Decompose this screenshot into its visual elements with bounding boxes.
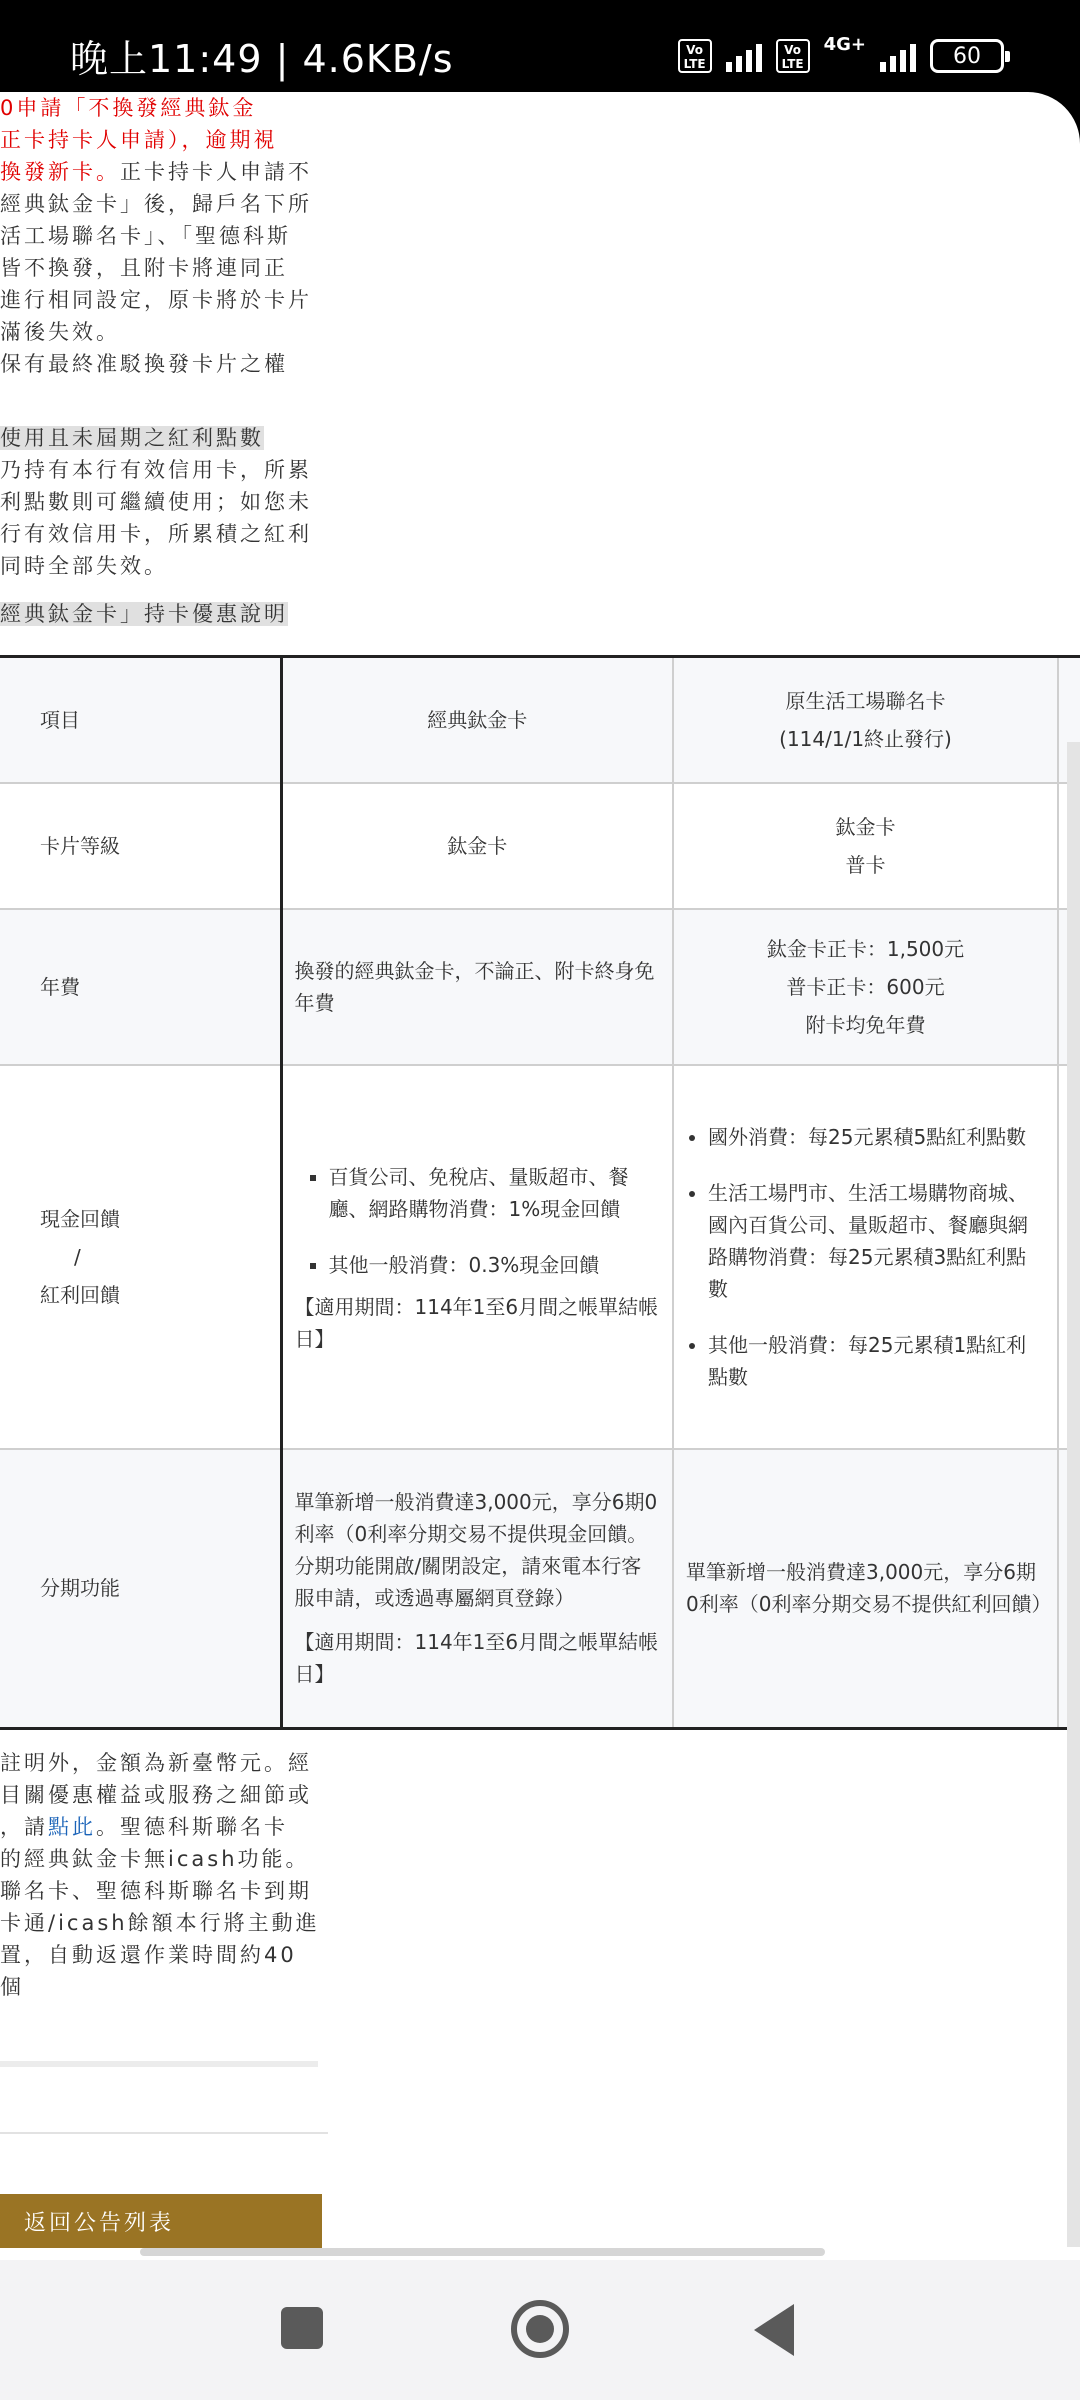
volte-icon: Vo LTE: [678, 39, 712, 73]
intro-line: 進行相同設定，原卡將於卡片: [0, 288, 312, 312]
divider: [0, 2132, 328, 2134]
list-item: • 其他一般消費：每25元累積1點紅利點數: [708, 1329, 1045, 1393]
table-cell: 單筆新增一般消費達3,000元，享分6期0利率（0利率分期交易不提供紅利回饋）: [673, 1449, 1058, 1729]
footer-line: 聯名卡、聖德科斯聯名卡到期: [0, 1879, 312, 1903]
table-cell: 鈦金卡: [281, 783, 673, 909]
table-cell-text: (114/1/1終止發行): [779, 726, 952, 751]
table-row: [0, 909, 1080, 1065]
table-cell-text: 鈦金卡正卡：1,500元: [766, 936, 965, 961]
table-cell-text: /: [74, 1244, 81, 1269]
footer-line: ，請: [0, 1815, 48, 1839]
status-bar: [0, 0, 1080, 92]
battery-icon: [930, 39, 1004, 73]
intro-line: 換發新卡。: [0, 160, 120, 184]
table-cell-text: 普卡: [845, 852, 886, 877]
table-cell-text: 單筆新增一般消費達3,000元，享分6期0利率（0利率分期交易不提供現金回饋。分期功能開啟/關閉設定，請來電本行客服申請，或透過專屬網頁登錄）: [294, 1490, 658, 1611]
intro-line: 活工場聯名卡」、「聖德科斯: [0, 224, 291, 248]
footer-line: 卡通/icash餘額本行將主動進: [0, 1911, 320, 1935]
table-cell-text: 紅利回饋: [40, 1282, 120, 1307]
points-line: 同時全部失效。: [0, 554, 168, 578]
list-item: • 國外消費：每25元累積5點紅利點數: [708, 1121, 1045, 1153]
battery-level: 60: [953, 43, 981, 69]
points-line: 行有效信用卡，所累積之紅利: [0, 522, 312, 546]
home-button[interactable]: [511, 2300, 569, 2358]
status-time: 晚上11:49 | 4.6KB/s: [70, 37, 454, 81]
vertical-scrollbar[interactable]: [1067, 742, 1080, 2247]
web-page[interactable]: [0, 92, 1080, 2260]
list-item: ▪ 其他一般消費：0.3%現金回饋: [329, 1249, 661, 1281]
back-button[interactable]: [754, 2304, 794, 2356]
table-cell: [281, 1065, 673, 1449]
table-cell-text: 鈦金卡: [835, 814, 896, 839]
table-cell: [281, 1449, 673, 1729]
intro-line: 正卡持卡人申請），逾期視: [0, 128, 278, 152]
table-cell: [673, 1065, 1058, 1449]
table-row: [0, 657, 1080, 783]
system-nav-bar: [0, 2260, 1080, 2400]
table-row: [0, 1065, 1080, 1449]
status-icons: [678, 33, 1004, 76]
table-cell-note: 【適用期間：114年1至6月間之帳單結帳日】: [294, 1630, 659, 1687]
intro-line: 0申請「不換發經典鈦金: [0, 96, 257, 120]
list-item: ▪ 百貨公司、免稅店、量販超市、餐廳、網路購物消費：1%現金回饋: [329, 1161, 661, 1225]
intro-line: 經典鈦金卡」後，歸戶名下所: [0, 192, 312, 216]
click-here-link[interactable]: 點此: [48, 1815, 96, 1839]
points-line: 利點數則可繼續使用；如您未: [0, 490, 312, 514]
table-row-label: [0, 1065, 281, 1449]
intro-line: 正卡持卡人申請不: [120, 160, 312, 184]
table-row: [0, 783, 1080, 909]
network-type-label: 4G+: [823, 33, 866, 55]
signal-icon: [880, 40, 916, 72]
table-cell-note: 【適用期間：114年1至6月間之帳單結帳日】: [294, 1294, 659, 1351]
table-cell: [673, 909, 1058, 1065]
benefits-heading: 經典鈦金卡」持卡優惠說明: [0, 602, 288, 626]
points-line: 乃持有本行有效信用卡，所累: [0, 458, 312, 482]
signal-icon: [726, 40, 762, 72]
table-row: [0, 1449, 1080, 1729]
table-header-original: [673, 657, 1058, 783]
intro-line: 滿後失效。: [0, 320, 120, 344]
footer-line: 註明外，金額為新臺幣元。經: [0, 1751, 312, 1775]
table-row-label: 年費: [0, 909, 281, 1065]
horizontal-scrollbar[interactable]: [140, 2248, 825, 2256]
back-to-list-button[interactable]: 返回公告列表: [0, 2194, 322, 2248]
table-cell: [673, 783, 1058, 909]
intro-paragraph: [0, 92, 320, 380]
table-cell: 換發的經典鈦金卡，不論正、附卡終身免年費: [281, 909, 673, 1065]
table-cell-text: 普卡正卡：600元: [786, 974, 945, 999]
intro-line: 保有最終准駁換發卡片之權: [0, 352, 288, 376]
benefits-table: [0, 655, 1080, 1730]
footer-line: 置，自動返還作業時間約40個: [0, 1943, 297, 1999]
recent-apps-button[interactable]: [281, 2307, 323, 2349]
points-paragraph: [0, 422, 320, 582]
footer-line: 。聖德科斯聯名卡: [96, 1815, 288, 1839]
benefits-heading-block: [0, 598, 320, 630]
intro-line: 皆不換發，且附卡將連同正: [0, 256, 288, 280]
volte-icon: Vo LTE: [776, 39, 810, 73]
footer-line: 的經典鈦金卡無icash功能。: [0, 1847, 310, 1871]
list-item: • 生活工場門市、生活工場購物商城、國內百貨公司、量販超市、餐廳與網路購物消費：每25元累積3點紅利點數: [708, 1177, 1045, 1305]
divider: [0, 2061, 318, 2067]
points-heading: 使用且未屆期之紅利點數: [0, 426, 264, 450]
table-cell-text: 附卡均免年費: [805, 1012, 926, 1037]
footer-paragraph: [0, 1747, 320, 2003]
table-cell-text: 現金回饋: [40, 1206, 120, 1231]
table-row-label: 分期功能: [0, 1449, 281, 1729]
table-cell-text: 原生活工場聯名卡: [785, 688, 946, 713]
footer-line: 目關優惠權益或服務之細節或: [0, 1783, 312, 1807]
table-row-label: 卡片等級: [0, 783, 281, 909]
table-header-classic: 經典鈦金卡: [281, 657, 673, 783]
table-header-item: 項目: [0, 657, 281, 783]
